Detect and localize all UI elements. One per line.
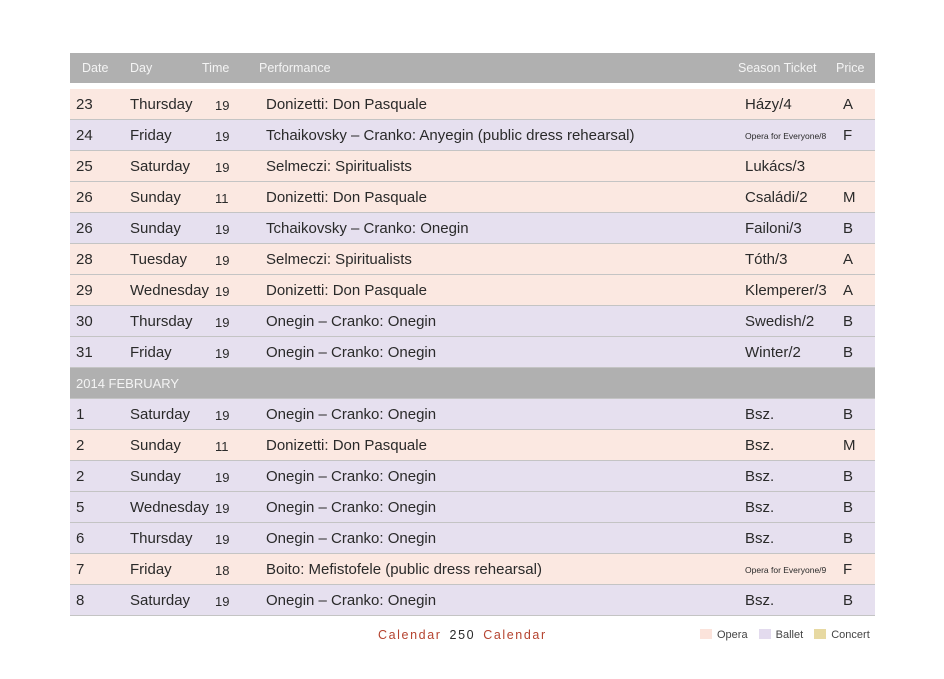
cell-date: 1: [76, 406, 85, 423]
cell-time: 19: [215, 160, 230, 175]
page-footer: [378, 628, 547, 642]
header-date: Date: [82, 61, 109, 75]
table-row: [70, 554, 875, 585]
cell-performance: Onegin – Cranko: Onegin: [266, 468, 437, 485]
cell-date: 8: [76, 592, 85, 609]
cell-time: 19: [215, 501, 230, 516]
cell-price: M: [843, 437, 856, 454]
cell-date: 25: [76, 158, 93, 175]
legend-opera: [700, 629, 748, 641]
table-row: [70, 244, 875, 275]
cell-season-ticket: Swedish/2: [745, 313, 815, 330]
cell-price: F: [843, 127, 853, 144]
cell-day: Thursday: [130, 96, 193, 113]
table-row: [70, 337, 875, 368]
cell-time: 19: [215, 594, 230, 609]
cell-day: Sunday: [130, 468, 181, 485]
month-divider: [70, 368, 875, 399]
cell-time: 19: [215, 98, 230, 113]
cell-performance: Selmeczi: Spiritualists: [266, 251, 412, 268]
cell-date: 6: [76, 530, 85, 547]
cell-price: M: [843, 189, 856, 206]
cell-day: Sunday: [130, 220, 181, 237]
table-row: [70, 182, 875, 213]
cell-time: 19: [215, 408, 230, 423]
month-label: 2014 FEBRUARY: [76, 376, 180, 391]
cell-day: Sunday: [130, 437, 181, 454]
cell-price: B: [843, 313, 854, 330]
cell-season-ticket: Opera for Everyone/8: [745, 131, 827, 141]
cell-price: B: [843, 468, 854, 485]
cell-date: 2: [76, 437, 85, 454]
header-day: Day: [130, 61, 153, 75]
cell-day: Sunday: [130, 189, 181, 206]
cell-time: 19: [215, 315, 230, 330]
cell-time: 18: [215, 563, 230, 578]
cell-date: 28: [76, 251, 93, 268]
table-row: [70, 430, 875, 461]
cell-date: 24: [76, 127, 93, 144]
cell-date: 26: [76, 220, 93, 237]
table-row: [70, 306, 875, 337]
cell-price: A: [843, 251, 854, 268]
cell-day: Friday: [130, 127, 172, 144]
cell-price: A: [843, 96, 854, 113]
cell-price: B: [843, 406, 854, 423]
cell-performance: Donizetti: Don Pasquale: [266, 282, 427, 299]
table-row: [70, 120, 875, 151]
cell-price: B: [843, 592, 854, 609]
header-performance: Performance: [259, 61, 331, 75]
table-row: [70, 399, 875, 430]
legend-concert: [814, 629, 870, 641]
cell-season-ticket: Klemperer/3: [745, 282, 827, 299]
cell-price: B: [843, 220, 854, 237]
footer-left-label: Calendar: [378, 628, 442, 642]
cell-performance: Donizetti: Don Pasquale: [266, 437, 427, 454]
cell-day: Wednesday: [130, 282, 209, 299]
cell-day: Saturday: [130, 406, 191, 423]
cell-day: Thursday: [130, 313, 193, 330]
cell-date: 7: [76, 561, 85, 578]
cell-time: 19: [215, 284, 230, 299]
cell-performance: Selmeczi: Spiritualists: [266, 158, 412, 175]
cell-season-ticket: Lukács/3: [745, 158, 806, 175]
cell-day: Tuesday: [130, 251, 187, 268]
cell-time: 19: [215, 532, 230, 547]
cell-performance: Onegin – Cranko: Onegin: [266, 344, 437, 361]
calendar-table: [70, 53, 875, 616]
cell-season-ticket: Bsz.: [745, 530, 775, 547]
table-row: [70, 585, 875, 616]
header-time: Time: [202, 61, 230, 75]
opera-swatch: [700, 629, 712, 639]
table-header: [70, 53, 875, 89]
cell-season-ticket: Bsz.: [745, 406, 775, 423]
cell-day: Wednesday: [130, 499, 209, 516]
cell-date: 30: [76, 313, 93, 330]
cell-time: 19: [215, 470, 230, 485]
cell-season-ticket: Failoni/3: [745, 220, 802, 237]
header-price: Price: [836, 61, 865, 75]
cell-season-ticket: Bsz.: [745, 499, 775, 516]
cell-performance: Onegin – Cranko: Onegin: [266, 499, 437, 516]
page-number: 250: [449, 628, 476, 642]
cell-season-ticket: Bsz.: [745, 437, 775, 454]
cell-season-ticket: Opera for Everyone/9: [745, 565, 827, 575]
ballet-swatch: [759, 629, 771, 639]
cell-time: 11: [215, 191, 229, 206]
cell-date: 23: [76, 96, 93, 113]
cell-date: 31: [76, 344, 93, 361]
concert-swatch: [814, 629, 826, 639]
category-legend: [700, 629, 878, 641]
cell-date: 29: [76, 282, 93, 299]
footer-right-label: Calendar: [483, 628, 547, 642]
cell-day: Friday: [130, 344, 172, 361]
cell-day: Thursday: [130, 530, 193, 547]
cell-price: F: [843, 561, 853, 578]
table-row: [70, 151, 875, 182]
cell-season-ticket: Családi/2: [745, 189, 808, 206]
legend-ballet-label: Ballet: [775, 629, 804, 641]
header-season-ticket: Season Ticket: [738, 61, 817, 75]
table-row: [70, 89, 875, 120]
cell-season-ticket: Bsz.: [745, 468, 775, 485]
legend-opera-label: Opera: [717, 629, 748, 641]
cell-price: A: [843, 282, 854, 299]
table-row: [70, 492, 875, 523]
cell-performance: Donizetti: Don Pasquale: [266, 96, 427, 113]
cell-time: 19: [215, 129, 230, 144]
february-rows: [70, 399, 875, 616]
legend-ballet: [759, 629, 804, 641]
cell-time: 19: [215, 222, 230, 237]
cell-performance: Onegin – Cranko: Onegin: [266, 406, 437, 423]
cell-season-ticket: Tóth/3: [745, 251, 788, 268]
table-row: [70, 275, 875, 306]
table-row: [70, 213, 875, 244]
cell-day: Friday: [130, 561, 172, 578]
cell-date: 5: [76, 499, 85, 516]
cell-date: 26: [76, 189, 93, 206]
cell-season-ticket: Házy/4: [745, 96, 792, 113]
cell-performance: Tchaikovsky – Cranko: Anyegin (public dress rehearsal): [266, 127, 635, 144]
cell-time: 11: [215, 439, 229, 454]
cell-season-ticket: Bsz.: [745, 592, 775, 609]
cell-time: 19: [215, 346, 230, 361]
cell-day: Saturday: [130, 158, 191, 175]
cell-time: 19: [215, 253, 230, 268]
january-rows: [70, 89, 875, 368]
cell-price: B: [843, 344, 854, 361]
legend-concert-label: Concert: [831, 629, 870, 641]
table-row: [70, 523, 875, 554]
cell-season-ticket: Winter/2: [745, 344, 801, 361]
table-row: [70, 461, 875, 492]
cell-performance: Donizetti: Don Pasquale: [266, 189, 427, 206]
cell-price: B: [843, 499, 854, 516]
cell-date: 2: [76, 468, 85, 485]
cell-performance: Onegin – Cranko: Onegin: [266, 592, 437, 609]
cell-day: Saturday: [130, 592, 191, 609]
cell-performance: Boito: Mefistofele (public dress rehearsal): [266, 561, 542, 578]
cell-performance: Onegin – Cranko: Onegin: [266, 530, 437, 547]
cell-performance: Tchaikovsky – Cranko: Onegin: [266, 220, 469, 237]
cell-price: B: [843, 530, 854, 547]
cell-performance: Onegin – Cranko: Onegin: [266, 313, 437, 330]
